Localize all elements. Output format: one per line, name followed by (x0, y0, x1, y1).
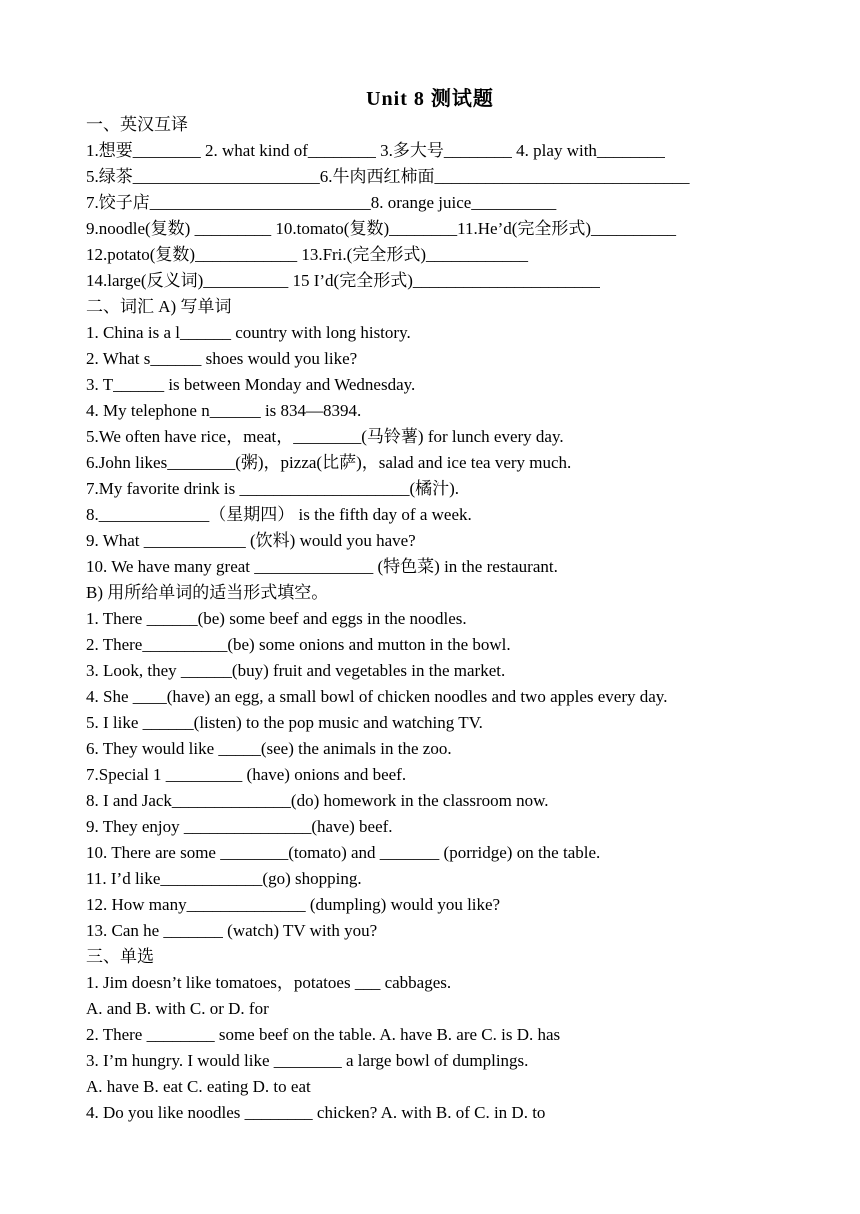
translation-row-2: 5.绿茶______________________6.牛肉西红柿面______________________________ (86, 167, 690, 186)
vocab-question-10: 10. We have many great ______________ (特色菜) in the restaurant. (86, 557, 558, 576)
choice-options-3: A. have B. eat C. eating D. to eat (86, 1077, 311, 1096)
vocab-question-8: 8._____________（星期四） is the fifth day of a week. (86, 505, 472, 524)
worksheet-body (86, 112, 846, 1126)
choice-question-2: 2. There ________ some beef on the table. A. have B. are C. is D. has (86, 1025, 561, 1044)
vocab-question-9: 9. What ____________ (饮料) would you have? (86, 531, 416, 550)
translation-row-4: 9.noodle(复数) _________ 10.tomato(复数)________11.He’d(完全形式)__________ (86, 219, 677, 238)
form-question-5: 5. I like ______(listen) to the pop music and watching TV. (86, 713, 483, 732)
form-question-10: 10. There are some ________(tomato) and _______ (porridge) on the table. (86, 843, 601, 862)
section-heading-vocabulary: 二、词汇 A) 写单词 (86, 297, 232, 316)
section-heading-multiple-choice: 三、单选 (86, 947, 154, 966)
translation-row-1: 1.想要________ 2. what kind of________ 3.多大号________ 4. play with________ (86, 141, 665, 160)
vocab-question-6: 6.John likes________(粥)，pizza(比萨)，salad and ice tea very much. (86, 453, 572, 472)
choice-question-4: 4. Do you like noodles ________ chicken? A. with B. of C. in D. to (86, 1103, 546, 1122)
page-title: Unit 8 测试题 (366, 88, 494, 110)
form-question-12: 12. How many______________ (dumpling) would you like? (86, 895, 501, 914)
form-question-2: 2. There__________(be) some onions and mutton in the bowl. (86, 635, 511, 654)
form-question-7: 7.Special 1 _________ (have) onions and beef. (86, 765, 407, 784)
translation-row-6: 14.large(反义词)__________ 15 I’d(完全形式)______________________ (86, 271, 600, 290)
form-question-6: 6. They would like _____(see) the animals in the zoo. (86, 739, 452, 758)
form-question-4: 4. She ____(have) an egg, a small bowl of chicken noodles and two apples every day. (86, 687, 668, 706)
form-question-3: 3. Look, they ______(buy) fruit and vegetables in the market. (86, 661, 506, 680)
choice-question-3: 3. I’m hungry. I would like ________ a large bowl of dumplings. (86, 1051, 529, 1070)
choice-options-1: A. and B. with C. or D. for (86, 999, 269, 1018)
vocab-question-7: 7.My favorite drink is ____________________(橘汁). (86, 479, 460, 498)
choice-question-1: 1. Jim doesn’t like tomatoes，potatoes ___ cabbages. (86, 973, 452, 992)
form-question-13: 13. Can he _______ (watch) TV with you? (86, 921, 378, 940)
form-question-9: 9. They enjoy _______________(have) beef. (86, 817, 393, 836)
vocab-question-5: 5.We often have rice，meat，________(马铃薯) for lunch every day. (86, 427, 564, 446)
form-question-11: 11. I’d like____________(go) shopping. (86, 869, 362, 888)
form-question-1: 1. There ______(be) some beef and eggs in the noodles. (86, 609, 467, 628)
translation-row-5: 12.potato(复数)____________ 13.Fri.(完全形式)____________ (86, 245, 528, 264)
vocab-question-3: 3. T______ is between Monday and Wednesday. (86, 375, 416, 394)
translation-row-3: 7.饺子店__________________________8. orange juice__________ (86, 193, 557, 212)
section-heading-word-forms: B) 用所给单词的适当形式填空。 (86, 583, 329, 602)
section-heading-translation: 一、英汉互译 (86, 115, 188, 134)
form-question-8: 8. I and Jack______________(do) homework in the classroom now. (86, 791, 549, 810)
vocab-question-4: 4. My telephone n______ is 834—8394. (86, 401, 362, 420)
vocab-question-2: 2. What s______ shoes would you like? (86, 349, 358, 368)
vocab-question-1: 1. China is a l______ country with long history. (86, 323, 411, 342)
